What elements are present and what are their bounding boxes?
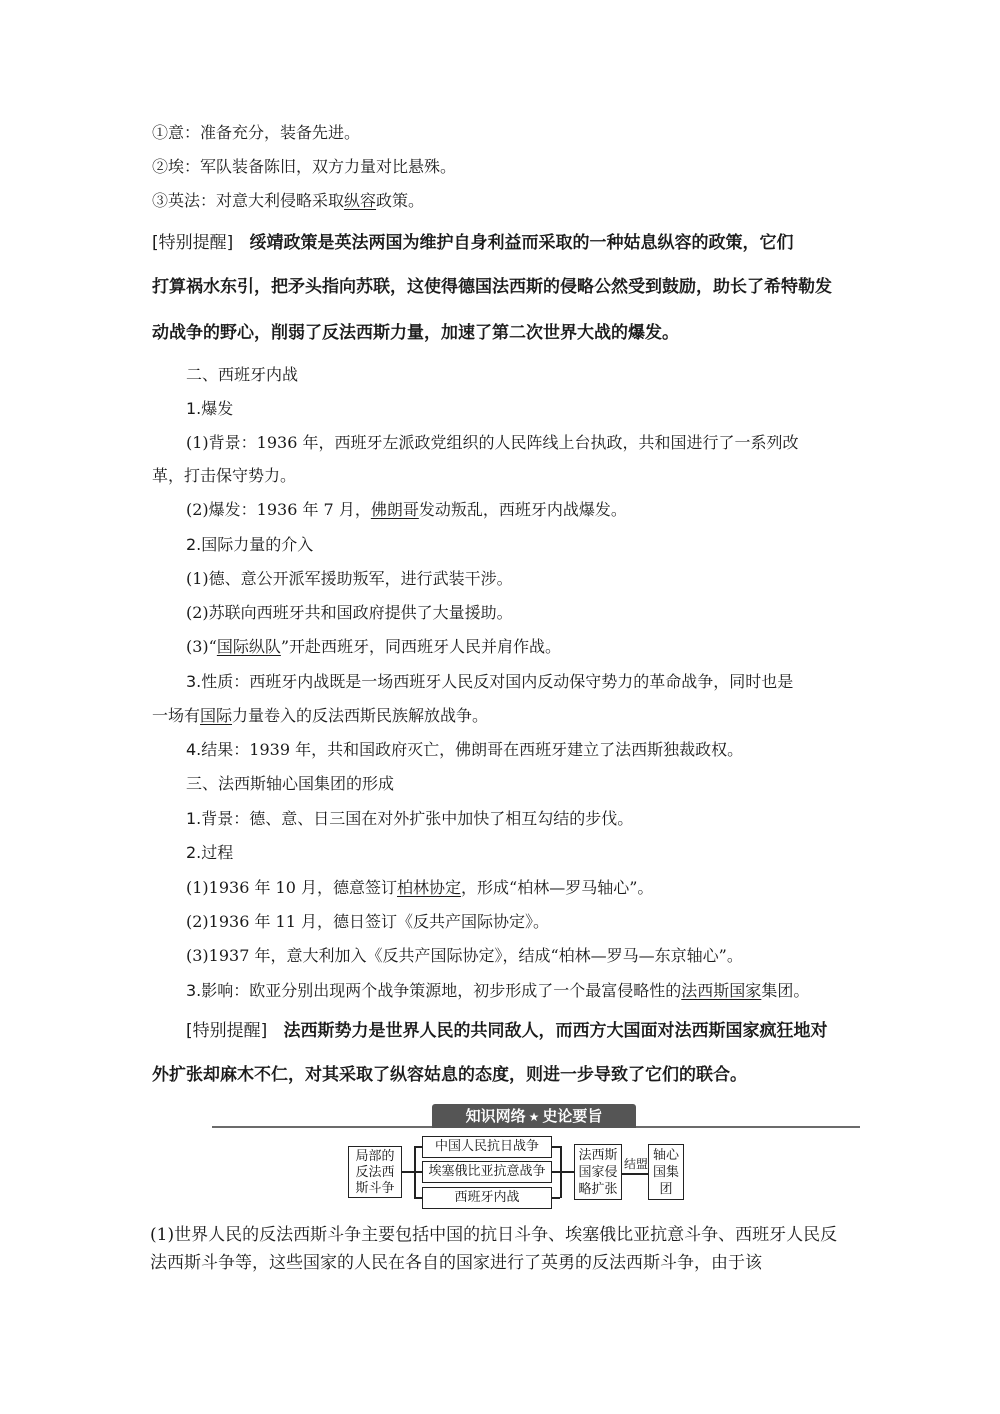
result-line — [186, 739, 743, 761]
text: 德、意、日三国在对外扩张中加快了相互勾结的步伐。 — [249, 809, 634, 828]
text: 集团。 — [761, 981, 810, 1000]
label: 3.影响： — [186, 981, 250, 1000]
text: (3)“ — [186, 637, 217, 656]
underlined-term: 国际 — [200, 706, 233, 725]
text: 力量卷入的反法西斯民族解放战争。 — [232, 706, 489, 725]
box-line: 反法西 — [355, 1165, 395, 1180]
note-tag: [特别提醒] — [152, 233, 234, 253]
label: 1.背景： — [186, 809, 250, 828]
process-item-3: (3)1937 年，意大利加入《反共产国际协定》，结成“柏林—罗马—东京轴心”。 — [186, 946, 743, 965]
label: 4.结果： — [186, 740, 250, 759]
underlined-term: 纵容 — [344, 191, 377, 210]
impact-line — [186, 980, 809, 1002]
special-note-1-line-3: 动战争的野心，削弱了反法西斯力量，加速了第二次世界大战的爆发。 — [152, 323, 679, 343]
sub-heading-process: 2.过程 — [186, 843, 234, 862]
section-heading-spanish-civil-war: 二、西班牙内战 — [186, 365, 299, 384]
connector — [414, 1197, 422, 1199]
box-line: 团 — [659, 1182, 673, 1197]
text: ，形成“柏林—罗马轴心”。 — [461, 878, 654, 897]
note-text: 绥靖政策是英法两国为维护自身利益而采取的一种姑息纵容的政策，它们 — [249, 233, 794, 253]
box-line: 略扩张 — [578, 1182, 618, 1197]
text: 1939 年，共和国政府灭亡，佛朗哥在西班牙建立了法西斯独裁政权。 — [249, 740, 744, 759]
box-text: 中国人民抗日战争 — [434, 1139, 539, 1154]
text: 一场有 — [152, 706, 201, 725]
connector — [560, 1171, 574, 1173]
process-item-1 — [186, 877, 653, 899]
sub-heading-outbreak: 1.爆发 — [186, 399, 234, 418]
box-line: 局部的 — [355, 1149, 395, 1164]
background-line-1: (1)背景：1936 年，西班牙左派政党组织的人民阵线上台执政，共和国进行了一系列改 — [186, 433, 799, 452]
connector — [622, 1173, 648, 1175]
underlined-term: 国际纵队 — [216, 637, 281, 656]
special-note-2-line-1 — [186, 1020, 827, 1042]
special-note-2-line-2: 外扩张却麻木不仁，对其采取了纵容姑息的态度，则进一步导致了它们的联合。 — [152, 1065, 747, 1085]
item-italy: ①意：准备充分，装备先进。 — [152, 123, 361, 142]
connector — [414, 1171, 422, 1173]
banner-right-text: 史论要旨 — [542, 1107, 603, 1125]
text: (2)爆发：1936 年 7 月， — [186, 500, 371, 519]
star-icon: ★ — [528, 1110, 540, 1124]
text: 欧亚分别出现两个战争策源地，初步形成了一个最富侵略性的 — [249, 981, 682, 1000]
text: (1)1936 年 10 月，德意签订 — [186, 878, 398, 897]
sub-heading-intervention: 2.国际力量的介入 — [186, 535, 314, 554]
connector — [414, 1146, 422, 1148]
note-text: 法西斯势力是世界人民的共同敌人，而西方大国面对法西斯国家疯狂地对 — [283, 1021, 828, 1041]
note-tag: [特别提醒] — [186, 1021, 268, 1041]
box-line: 法西斯 — [578, 1148, 618, 1163]
connector — [552, 1171, 560, 1173]
text: 发动叛乱，西班牙内战爆发。 — [418, 500, 627, 519]
underlined-term: 法西斯国家 — [681, 981, 762, 1000]
item-britain-france — [152, 190, 424, 212]
label: 3.性质： — [186, 672, 250, 691]
box-line: 国家侵 — [578, 1165, 618, 1180]
banner-left-text: 知识网络 — [465, 1107, 526, 1125]
process-item-2: (2)1936 年 11 月，德日签订《反共产国际协定》。 — [186, 912, 550, 931]
text: 政策。 — [376, 191, 425, 210]
intervention-item-2: (2)苏联向西班牙共和国政府提供了大量援助。 — [186, 603, 513, 622]
box-line: 轴心 — [652, 1148, 679, 1163]
background-line-2: 革，打击保守势力。 — [152, 466, 297, 485]
summary-line-1: (1)世界人民的反法西斯斗争主要包括中国的抗日斗争、埃塞俄比亚抗意斗争、西班牙人民反 — [150, 1225, 838, 1245]
box-line: 斯斗争 — [355, 1181, 395, 1196]
diagram-middle-box-2 — [422, 1161, 552, 1183]
underlined-term: 佛朗哥 — [370, 500, 419, 519]
text: 西班牙内战既是一场西班牙人民反对国内反动保守势力的革命战争，同时也是 — [249, 672, 794, 691]
underlined-term: 柏林协定 — [397, 878, 462, 897]
special-note-1-line-2: 打算祸水东引，把矛头指向苏联，这使得德国法西斯的侵略公然受到鼓励，助长了希特勒发 — [152, 277, 832, 297]
box-text: 埃塞俄比亚抗意战争 — [428, 1164, 546, 1179]
diagram-right-box — [574, 1144, 622, 1200]
summary-line-2: 法西斯斗争等，这些国家的人民在各自的国家进行了英勇的反法西斯斗争，由于该 — [150, 1253, 762, 1273]
connector — [552, 1146, 560, 1148]
connector — [402, 1171, 414, 1173]
link-label: 结盟 — [624, 1157, 649, 1171]
axis-background — [186, 808, 633, 830]
diagram-end-box — [648, 1144, 684, 1200]
item-ethiopia: ②埃：军队装备陈旧，双方力量对比悬殊。 — [152, 157, 457, 176]
nature-line-1 — [186, 671, 793, 693]
diagram-middle-box-1 — [422, 1136, 552, 1158]
box-text: 西班牙内战 — [454, 1190, 520, 1205]
outbreak-line — [186, 499, 627, 521]
connector — [552, 1197, 560, 1199]
intervention-item-1: (1)德、意公开派军援助叛军，进行武装干涉。 — [186, 569, 513, 588]
diagram-left-box — [348, 1146, 402, 1198]
section-heading-axis: 三、法西斯轴心国集团的形成 — [186, 774, 395, 793]
nature-line-2 — [152, 705, 488, 727]
intervention-item-3 — [186, 636, 561, 658]
special-note-1-line-1 — [152, 232, 793, 254]
text: ”开赴西班牙，同西班牙人民并肩作战。 — [280, 637, 562, 656]
box-line: 国集 — [652, 1165, 679, 1180]
text: ③英法：对意大利侵略采取 — [152, 191, 345, 210]
diagram-middle-box-3 — [422, 1187, 552, 1209]
knowledge-network-banner — [432, 1104, 636, 1128]
